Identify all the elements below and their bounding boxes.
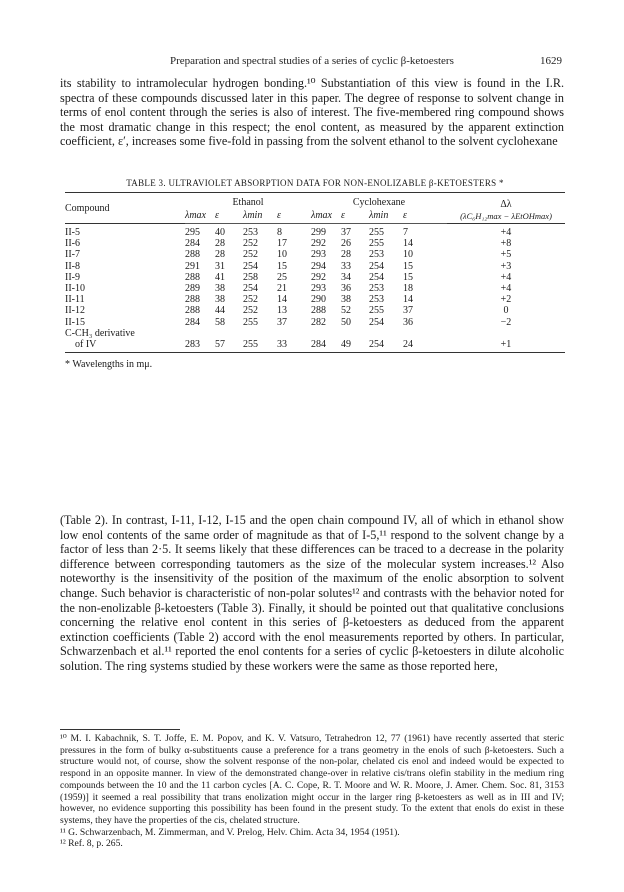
cell-ethanol-eps-max: 57 (215, 339, 225, 351)
cell-delta-lambda: +1 (500, 339, 512, 351)
table-row (65, 283, 565, 294)
cell-cyclohexane-eps-min: 15 (403, 260, 413, 272)
cyclohexane-header: Cyclohexane (311, 193, 447, 211)
cell-ethanol-eps-min: 33 (277, 339, 287, 351)
col-cyclohexane-eps-max: ε (341, 210, 369, 224)
cell-cyclohexane-lmax: 282 (311, 316, 326, 328)
cell-ethanol-eps-max: 31 (215, 260, 225, 272)
cell-cyclohexane-lmin: 254 (369, 316, 384, 328)
cell-ethanol-lmin: 255 (243, 316, 258, 328)
table-row-derivative (65, 339, 565, 352)
running-title: Preparation and spectral studies of a series of cyclic β-ketoesters (170, 55, 454, 67)
col-ethanol-lmin: λmin (243, 210, 277, 224)
cell-compound: II-12 (65, 305, 85, 317)
cell-cyclohexane-lmax: 284 (311, 339, 326, 351)
cell-ethanol-eps-min: 14 (277, 294, 287, 306)
paragraph-main-text: (Table 2). In contrast, I-11, I-12, I-15 and the open chain compound IV, all of which in ethanol show low enol contents of the same order of magnitude as that of I-5,¹¹ respond to the solvent change by a factor of less than 2·5. It seems likely that these differences can be traced to a decrease in the polarity difference between corresponding tautomers as the size of the molecular system increases.¹² Also noteworthy is the insensitivity of the position of the maximum of the enolic absorption to solvent change. Such behavior is characteristic of non-polar solutes¹² and contrasts with the behavior noted for the non-enolizable β-ketoesters (Table 3). Finally, it should be pointed out that qualitative conclusions concerning the relative enol content in this series of β-ketoesters as deduced from the apparent extinction coefficients (Table 2) accord with the enol measurements reported by others. In particular, Schwarzenbach et al.¹¹ reported the enol contents for a series of cyclic β-ketoesters in dilute alcoholic solution. The ring systems studied by these workers were the same as those reported here, (60, 513, 564, 673)
cell-compound: II-11 (65, 294, 85, 306)
table-row-derivative-label (65, 328, 565, 339)
cell-cyclohexane-eps-min: 37 (403, 305, 413, 317)
cell-ethanol-lmin: 252 (243, 305, 258, 317)
cell-ethanol-lmax: 288 (185, 271, 200, 283)
cell-cyclohexane-eps-min: 18 (403, 283, 413, 295)
cell-cyclohexane-eps-min: 14 (403, 294, 413, 306)
col-cyclohexane-lmax: λmax (311, 210, 341, 224)
cell-ethanol-lmax: 284 (185, 316, 200, 328)
compound-header: Compound (65, 193, 185, 224)
table-caption: TABLE 3. ULTRAVIOLET ABSORPTION DATA FOR NON-ENOLIZABLE β-KETOESTERS * (126, 178, 504, 188)
cell-ethanol-lmax: 289 (185, 283, 200, 295)
paragraph-main (60, 513, 564, 674)
cell-cyclohexane-eps-max: 52 (341, 305, 351, 317)
cell-compound: of IV (75, 339, 97, 351)
cell-ethanol-eps-max: 38 (215, 283, 225, 295)
cell-delta-lambda: +4 (500, 283, 512, 295)
cell-delta-lambda: +4 (500, 271, 512, 283)
cell-delta-lambda: +3 (500, 260, 512, 272)
cell-cyclohexane-lmax: 299 (311, 227, 326, 238)
cell-cyclohexane-lmin: 253 (369, 283, 384, 295)
cell-ethanol-lmin: 252 (243, 238, 258, 250)
cell-cyclohexane-lmin: 255 (369, 227, 384, 238)
cell-cyclohexane-lmax: 293 (311, 249, 326, 261)
cell-compound: II-5 (65, 227, 80, 238)
table-bottom-rule (65, 352, 565, 353)
table-row (65, 294, 565, 305)
cell-ethanol-eps-min: 25 (277, 271, 287, 283)
footnote-11: ¹¹ G. Schwarzenbach, M. Zimmerman, and V. Prelog, Helv. Chim. Acta 34, 1954 (1951). (60, 826, 400, 838)
delta-lambda-formula: (λC₆H₁₂max − λEtOHmax) (460, 210, 552, 221)
cell-ethanol-eps-min: 8 (277, 227, 282, 238)
cell-ethanol-lmin: 253 (243, 227, 258, 238)
cell-ethanol-eps-max: 44 (215, 305, 225, 317)
table-footnote: * Wavelengths in mμ. (65, 359, 153, 371)
cell-cyclohexane-eps-min: 36 (403, 316, 413, 328)
paragraph-top (60, 76, 564, 149)
page-number: 1629 (540, 55, 562, 67)
footnote-12: ¹² Ref. 8, p. 265. (60, 838, 123, 850)
table-3 (65, 178, 565, 370)
cell-cyclohexane-eps-max: 49 (341, 339, 351, 351)
cell-delta-lambda: +8 (500, 238, 512, 250)
col-ethanol-lmax: λmax (185, 210, 215, 224)
cell-cyclohexane-lmax: 290 (311, 294, 326, 306)
cell-cyclohexane-lmax: 292 (311, 238, 326, 250)
cell-cyclohexane-eps-max: 38 (341, 294, 351, 306)
cell-cyclohexane-lmax: 294 (311, 260, 326, 272)
cell-cyclohexane-eps-min: 15 (403, 271, 413, 283)
table-row (65, 261, 565, 272)
cell-cyclohexane-eps-min: 10 (403, 249, 413, 261)
cell-ethanol-eps-max: 40 (215, 227, 225, 238)
cell-ethanol-eps-min: 10 (277, 249, 287, 261)
cell-cyclohexane-lmax: 292 (311, 271, 326, 283)
cell-cyclohexane-eps-min: 24 (403, 339, 413, 351)
cell-cyclohexane-eps-max: 26 (341, 238, 351, 250)
cell-delta-lambda: +2 (500, 294, 512, 306)
cell-ethanol-lmax: 288 (185, 294, 200, 306)
cell-compound: II-8 (65, 260, 80, 272)
cell-delta-lambda: −2 (500, 316, 512, 328)
derivative-label: C-CH₃ derivative (65, 327, 135, 339)
table-row (65, 238, 565, 249)
cell-cyclohexane-eps-max: 34 (341, 271, 351, 283)
cell-cyclohexane-eps-max: 28 (341, 249, 351, 261)
cell-compound: II-6 (65, 238, 80, 250)
cell-delta-lambda: 0 (503, 305, 509, 317)
cell-ethanol-lmin: 252 (243, 294, 258, 306)
cell-ethanol-lmax: 284 (185, 238, 200, 250)
cell-ethanol-eps-min: 13 (277, 305, 287, 317)
cell-ethanol-eps-max: 58 (215, 316, 225, 328)
cell-compound: II-15 (65, 316, 85, 328)
paragraph-top-text: its stability to intramolecular hydrogen bonding.¹⁰ Substantiation of this view is found in the I.R. spectra of these compounds discussed later in this paper. The degree of response to solvent change in terms of enol content through the series is also of interest. The five-membered ring compound shows the most dramatic change in this respect; the enol content, as measured by the apparent extinction coefficient, ε′, increases some five-fold in passing from the solvent ethanol to the solvent cyclohexane (60, 76, 564, 149)
cell-cyclohexane-eps-max: 37 (341, 227, 351, 238)
cell-ethanol-eps-max: 28 (215, 238, 225, 250)
table-row (65, 224, 565, 239)
footnote-10: ¹⁰ M. I. Kabachnik, S. T. Joffe, E. M. Popov, and K. V. Vatsuro, Tetrahedron 12, 77 (1961) have recently asserted that steric pressures in the form of bulky α-substituents cause a preference for a trans geometry in the enols of such β-ketoesters. Such a structure would not, of course, show the solvent response of the non-polar, chelated cis enol and indeed would be expected to respond in an opposite manner. In view of the demonstrated change-over in relative cis/trans olefin stability in the medium ring compounds between the 10 and the 11 carbon cycles [A. C. Cope, R. T. Moore and W. R. Moore, J. Amer. Chem. Soc. 81, 3153 (1959)] it seemed a real possibility that trans enolization might occur in the larger ring β-ketoesters as well as in III and IV; however, no evidence supporting this possibility has been found in the present study. To the extent that enols do exist in these systems, they have the properties of the cis, chelated structure. (60, 733, 564, 826)
cell-cyclohexane-lmin: 253 (369, 249, 384, 261)
cell-ethanol-lmin: 254 (243, 260, 258, 272)
col-ethanol-eps-max: ε (215, 210, 243, 224)
cell-ethanol-eps-min: 21 (277, 283, 287, 295)
cell-cyclohexane-lmax: 288 (311, 305, 326, 317)
cell-ethanol-eps-min: 37 (277, 316, 287, 328)
cell-ethanol-lmax: 291 (185, 260, 200, 272)
cell-cyclohexane-eps-min: 7 (403, 227, 408, 238)
cell-cyclohexane-lmax: 293 (311, 283, 326, 295)
cell-ethanol-eps-max: 38 (215, 294, 225, 306)
table-body (65, 224, 565, 353)
cell-ethanol-lmax: 295 (185, 227, 200, 238)
cell-cyclohexane-eps-max: 33 (341, 260, 351, 272)
cell-cyclohexane-lmin: 253 (369, 294, 384, 306)
cell-cyclohexane-eps-max: 36 (341, 283, 351, 295)
uv-absorption-table (65, 192, 565, 352)
cell-cyclohexane-lmin: 255 (369, 305, 384, 317)
cell-ethanol-lmin: 254 (243, 283, 258, 295)
cell-compound: II-9 (65, 271, 80, 283)
cell-ethanol-eps-max: 28 (215, 249, 225, 261)
cell-compound: II-10 (65, 283, 85, 295)
cell-ethanol-lmin: 252 (243, 249, 258, 261)
cell-cyclohexane-lmin: 255 (369, 238, 384, 250)
cell-ethanol-lmin: 255 (243, 339, 258, 351)
table-row (65, 272, 565, 283)
footnotes (60, 733, 564, 850)
cell-ethanol-lmax: 288 (185, 305, 200, 317)
col-ethanol-eps-min: ε (277, 210, 311, 224)
cell-ethanol-lmin: 258 (243, 271, 258, 283)
cell-ethanol-eps-min: 15 (277, 260, 287, 272)
cell-ethanol-eps-min: 17 (277, 238, 287, 250)
col-cyclohexane-lmin: λmin (369, 210, 403, 224)
footnote-divider (60, 729, 180, 730)
cell-cyclohexane-lmin: 254 (369, 339, 384, 351)
cell-cyclohexane-eps-max: 50 (341, 316, 351, 328)
cell-cyclohexane-lmin: 254 (369, 260, 384, 272)
ethanol-header: Ethanol (185, 193, 311, 211)
cell-ethanol-eps-max: 41 (215, 271, 225, 283)
cell-ethanol-lmax: 288 (185, 249, 200, 261)
cell-cyclohexane-eps-min: 14 (403, 238, 413, 250)
delta-lambda-header: Δλ (447, 193, 565, 211)
cell-compound: II-7 (65, 249, 80, 261)
cell-delta-lambda: +5 (500, 249, 512, 261)
table-row (65, 317, 565, 328)
table-row (65, 305, 565, 316)
table-row (65, 249, 565, 260)
cell-ethanol-lmax: 283 (185, 339, 200, 351)
cell-cyclohexane-lmin: 254 (369, 271, 384, 283)
cell-delta-lambda: +4 (500, 227, 512, 238)
col-cyclohexane-eps-min: ε (403, 210, 447, 224)
